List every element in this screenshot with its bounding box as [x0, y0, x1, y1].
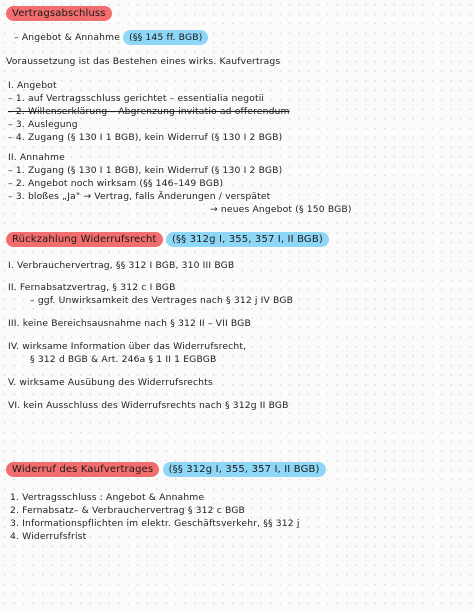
section3-ref: (§§ 312g I, 355, 357 I, II BGB) — [163, 462, 326, 477]
annahme-item: – 1. Zugang (§ 130 I 1 BGB), kein Widerruf (§ 130 I 2 BGB) — [8, 165, 283, 176]
section2-heading: Rückzahlung Widerrufsrecht — [6, 232, 163, 247]
section3-heading-row — [6, 464, 326, 475]
widerruf-item: – ggf. Unwirksamkeit des Vertrages nach § 312 j IV BGB — [30, 295, 294, 306]
widerruf-item: V. wirksame Ausübung des Widerrufsrechts — [8, 377, 213, 388]
widerruf-item: IV. wirksame Information über das Widerrufsrecht, — [8, 341, 247, 352]
section1-heading-row — [6, 8, 112, 19]
section3-heading: Widerruf des Kaufvertrages — [6, 462, 159, 477]
section1-intro: Voraussetzung ist das Bestehen eines wirks. Kaufvertrags — [6, 56, 281, 67]
angebot-title: I. Angebot — [8, 80, 57, 91]
angebot-item: – 4. Zugang (§ 130 I 1 BGB), kein Widerruf (§ 130 I 2 BGB) — [8, 132, 283, 143]
angebot-item: – 3. Auslegung — [8, 119, 78, 130]
annahme-item: – 3. bloßes „Ja" → Vertrag, falls Änderungen / verspätet — [8, 191, 271, 202]
angebot-item: – 2. Willenserklärung – Abgrenzung invitatio ad offerendum — [8, 106, 290, 117]
section1-subline — [14, 32, 208, 43]
widerruf-item: III. keine Bereichsausnahme nach § 312 II – VII BGB — [8, 318, 251, 329]
annahme-item: → neues Angebot (§ 150 BGB) — [210, 204, 352, 215]
section1-subline-text: – Angebot & Annahme — [14, 32, 121, 43]
angebot-item: – 1. auf Vertragsschluss gerichtet – essentialia negotii — [8, 93, 265, 104]
widerruf-item: § 312 d BGB & Art. 246a § 1 II 1 EGBGB — [30, 354, 217, 365]
kaufvertrag-item: 2. Fernabsatz– & Verbrauchervertrag § 312 c BGB — [10, 505, 246, 516]
widerruf-item: II. Fernabsatzvertrag, § 312 c I BGB — [8, 282, 176, 293]
widerruf-item: VI. kein Ausschluss des Widerrufsrechts nach § 312g II BGB — [8, 400, 289, 411]
kaufvertrag-item: 3. Informationspflichten im elektr. Geschäftsverkehr, §§ 312 j — [10, 518, 300, 529]
kaufvertrag-item: 4. Widerrufsfrist — [10, 531, 87, 542]
section1-heading: Vertragsabschluss — [6, 6, 112, 21]
section2-heading-row — [6, 234, 329, 245]
annahme-title: II. Annahme — [8, 152, 65, 163]
widerruf-item: I. Verbrauchervertrag, §§ 312 I BGB, 310 III BGB — [8, 260, 235, 271]
annahme-item: – 2. Angebot noch wirksam (§§ 146–149 BGB) — [8, 178, 224, 189]
kaufvertrag-item: 1. Vertragsschluss : Angebot & Annahme — [10, 492, 205, 503]
section1-ref: (§§ 145 ff. BGB) — [123, 30, 208, 45]
section2-ref: (§§ 312g I, 355, 357 I, II BGB) — [166, 232, 329, 247]
